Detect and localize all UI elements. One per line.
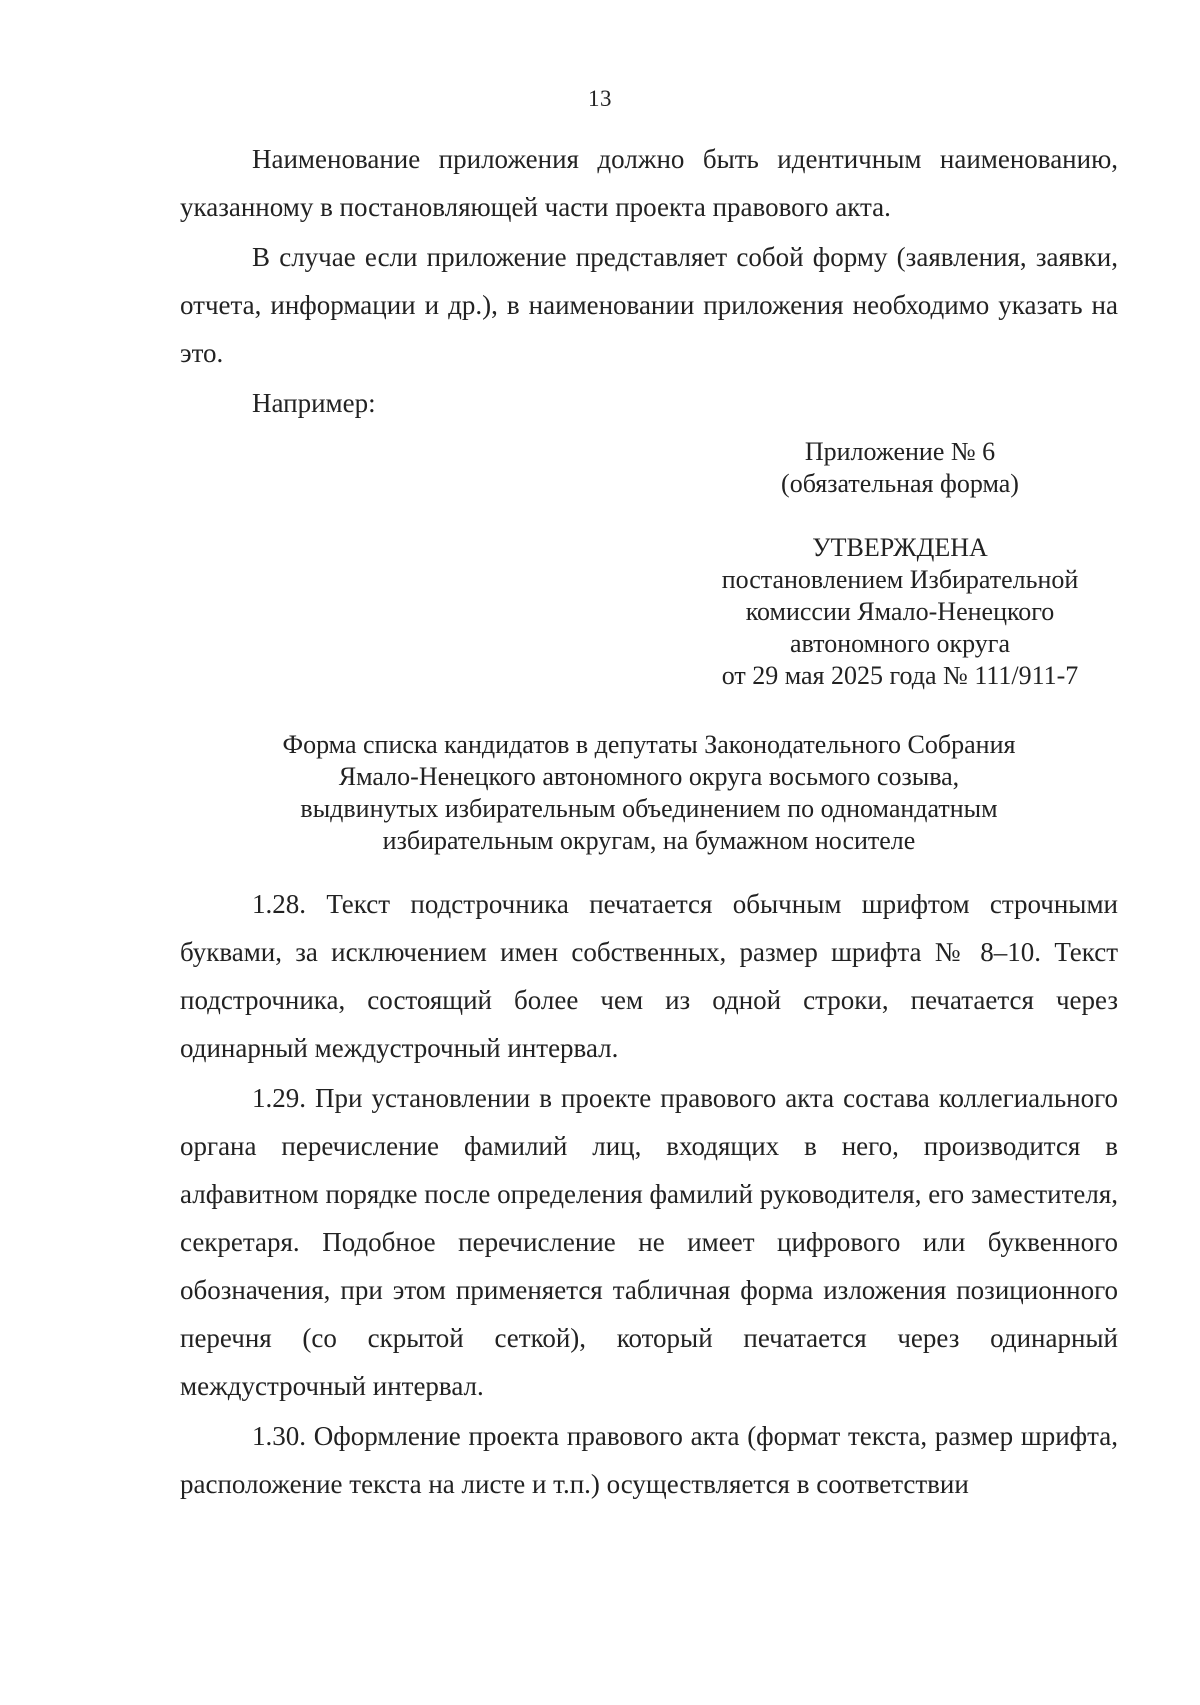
approval-stamp xyxy=(700,532,1100,692)
approved-heading: УТВЕРЖДЕНА xyxy=(812,533,988,562)
sections-text xyxy=(180,880,1118,1508)
approved-date: от 29 мая 2025 года № 111/911-7 xyxy=(721,661,1079,690)
section-1-29: 1.29. При установлении в проекте правового акта состава коллегиального органа перечисление фамилий лиц, входящих в него, производится в алфавитном порядке после определения фамилий руководителя, его заместителя, секретаря. Подобное перечисление не имеет цифрового или буквенного обозначения, при этом применяется табличная форма изложения позиционного перечня (со скрытой сеткой), который печатается через одинарный междустрочный интервал. xyxy=(180,1083,1118,1401)
form-title-line: Форма списка кандидатов в депутаты Законодательного Собрания xyxy=(282,730,1016,759)
form-title-line: Ямало-Ненецкого автономного округа восьмого созыва, xyxy=(338,762,960,791)
paragraph-appendix-form: В случае если приложение представляет собой форму (заявления, заявки, отчета, информации и др.), в наименовании приложения необходимо указать на это. xyxy=(180,242,1118,368)
approved-line: постановлением Избирательной xyxy=(721,565,1079,594)
approved-line: комиссии Ямало-Ненецкого xyxy=(745,597,1055,626)
paragraph-appendix-name: Наименование приложения должно быть идентичным наименованию, указанному в постановляющей части проекта правового акта. xyxy=(180,144,1118,222)
form-title-line: выдвинутых избирательным объединением по одномандатным xyxy=(300,794,998,823)
approved-line: автономного округа xyxy=(790,629,1010,658)
form-title-line: избирательным округам, на бумажном носителе xyxy=(382,826,916,855)
intro-text xyxy=(180,135,1118,427)
paragraph-example: Например: xyxy=(252,388,376,418)
form-title xyxy=(180,729,1118,857)
page-number: 13 xyxy=(588,86,612,111)
section-1-28: 1.28. Текст подстрочника печатается обычным шрифтом строчными буквами, за исключением имен собственных, размер шрифта № 8–10. Текст подстрочника, состоящий более чем из одной строки, печатается через одинарный междустрочный интервал. xyxy=(180,889,1118,1063)
appendix-number: Приложение № 6 xyxy=(804,437,996,466)
section-1-30: 1.30. Оформление проекта правового акта (формат текста, размер шрифта, расположение текста на листе и т.п.) осуществляется в соответствии xyxy=(180,1421,1118,1499)
appendix-note: (обязательная форма) xyxy=(781,469,1019,498)
appendix-label xyxy=(700,436,1100,500)
